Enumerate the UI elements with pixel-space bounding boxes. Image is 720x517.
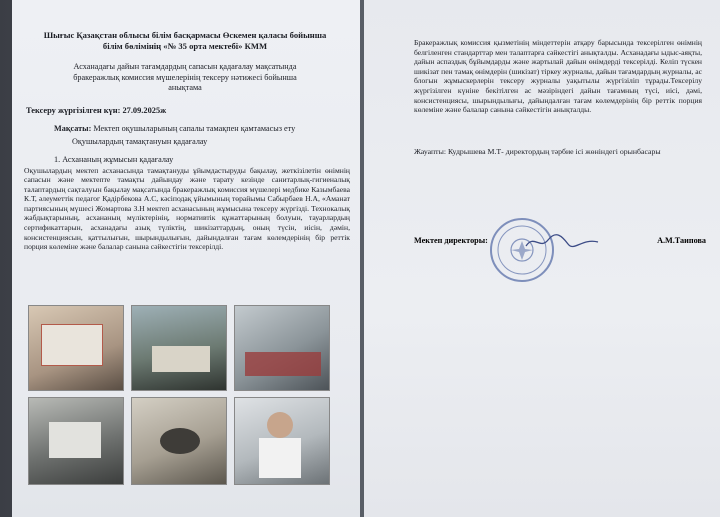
director-label: Мектеп директоры: [414,236,488,245]
director-name: А.М.Таипова [657,236,706,245]
subtitle-line-1: Асханадағы дайын тағамдардың сапасын қадағалау мақсатында [73,62,297,71]
photo-cook-coat [259,438,301,478]
photo-cook [234,397,330,485]
goal-text: Мектеп оқушыларының сапалы тамақпен қамтамасыз ету [93,123,296,133]
section-title: 1. Асхананың жұмысын қадағалау [54,154,174,164]
subtitle-line-3: анықтама [168,83,202,92]
photo-kitchen-corner [234,305,330,391]
header-line-2: білім бөлімінің «№ 35 орта мектебі» КММ [102,41,268,51]
photo-desk-paper [152,346,210,372]
photo-grid [28,305,328,483]
goal-label: Мақсаты: [54,123,92,133]
photo-staff-desk [131,305,227,391]
photo-cook-head [267,412,293,438]
responsible-line: Жауапты: Кудрышева М.Т- директордың тәрбие ісі жөніндегі орынбасары [414,146,661,156]
photo-appliance [49,422,101,458]
photo-dish [160,428,200,454]
director-sign-row [414,236,706,252]
left-body-text: Оқушылардың мектеп асханасында тамақтануды ұйымдастыруды бақылау, жеткізілетін өнімнің сапасын және мектепте тамақты дайындау және тарату кезінде санитарлық-гигиеналық талаптардың сақталуын бақылау мақсатында бракеражлық комиссия мүшелері медбике Казымбаева К.Т, әлеуметтік педагог Қадірбекова А.С, кәсіподақ ұйымының төрайымы Сабырбаев Н.А, «Аманат партиясының мүшесі Жомартова З.Н мектеп асханасының жұмысына тексеру жүргізді. Технокалық жабдықтарының, асхананың мүліктерінің, нормативтік құжаттарының болуын, тауарлардың сертификаттарын, асханадағы азық түліктің, шикізаттардың, оның түсін, иісін, дәмін, консистенциясын, қаттылығын, шырындылығын, дайындалған тағам көлемдерінің бір реттік порция көлеміне және балалар санына сәйкестігін тексерілді. [24,165,350,252]
subtitle-line-2: бракеражлық комиссия мүшелерінің тексеру нәтижесі бойынша [73,72,297,82]
photo-documents [28,305,124,391]
goal-line [54,124,350,133]
header-line-1: Шығыс Қазақстан облысы білім басқармасы Өскемен қаласы бойынша [43,30,327,40]
photo-trays [131,397,227,485]
photo-counter [245,352,321,376]
photo-kitchen-equipment [28,397,124,485]
inspection-date: Тексеру жүргізілген күн: 27.09.2025ж [26,105,167,115]
photo-paper-stand [41,324,103,366]
goal-text-2: Оқушылардың тамақтануын қадағалау [72,136,208,146]
right-body-text: Бракеражлық комиссия қызметінің міндеттерін атқару барысында тексерілген өнімнің белгіленген стандарттар мен талаптарға сәйкестігі анықталды. Асханадағы ыдыс-аяқты, дайын аспаздық бұйымдарды және жартылай дайын өнімдерді тексерілді. Келіп түскен шикізат пен тамақ өнімдерін (шикізат) тіркеу журналы, дайын тағамдардың журналы, ас блогын жұмыскерлерін тексеру журналы уақытылы жүргізіліп тұрады.Тексерілу жүргізілген күніне бекітілген ас мәзіріндегі дайын тағамның түсі, иісі, дәмі, консистенциясы, шырындылығы, дайындалған тағам көлемдерінің бір реттік порция көлеміне және балалар санына сәйкестігін анықталды. [414,38,702,115]
